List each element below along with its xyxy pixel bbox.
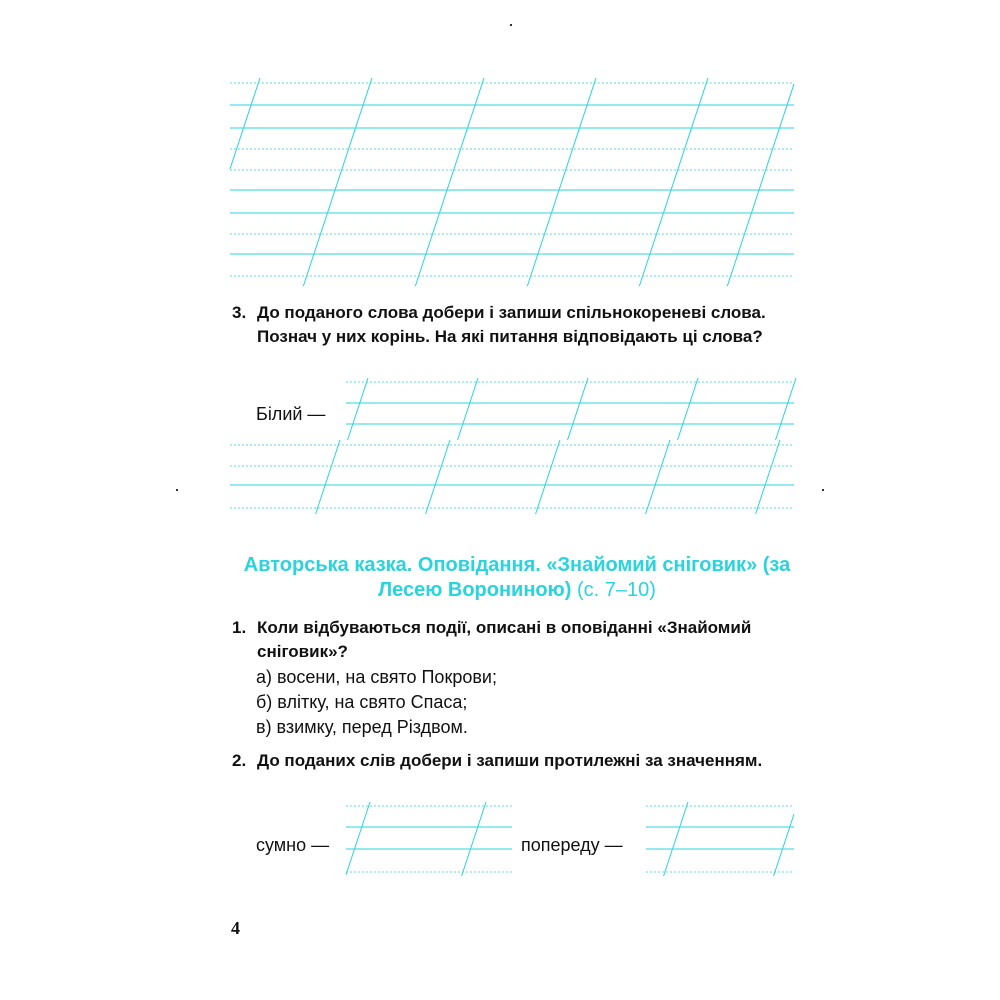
slant-line	[415, 78, 484, 286]
slant-line	[646, 440, 670, 514]
section-heading	[230, 553, 804, 603]
exercise-2-number: 2.	[232, 751, 247, 770]
slant-line	[458, 378, 478, 440]
exercise-3-text: До поданого слова добери і запиши спільнокореневі слова. Познач у них корінь. На які питання відповідають ці слова?	[257, 303, 766, 346]
registration-mark-top	[510, 24, 512, 26]
slant-line	[346, 802, 370, 875]
slant-line	[303, 78, 372, 286]
option-a: а) восени, на свято Покрови;	[256, 667, 497, 687]
exercise-1-number: 1.	[232, 618, 247, 637]
slant-line	[639, 78, 708, 286]
word-bilyi: Білий —	[256, 404, 326, 424]
writing-lines-sumno[interactable]	[346, 802, 512, 876]
word-sumno: сумно —	[256, 835, 330, 855]
option-b: б) влітку, на свято Спаса;	[256, 692, 468, 712]
section-title: Авторська казка. Оповідання. «Знайомий сніговик» (за Лесею Ворониною)	[243, 554, 791, 601]
slant-line	[348, 378, 368, 440]
slant-line	[316, 440, 340, 514]
slant-line	[678, 378, 698, 440]
registration-mark-left	[176, 489, 178, 491]
exercise-3-question	[232, 301, 807, 349]
slant-line	[527, 78, 596, 286]
exercise-2-question	[232, 749, 807, 773]
writing-lines-top[interactable]	[230, 78, 794, 286]
slant-line	[727, 84, 794, 286]
exercise-1-question	[232, 616, 807, 664]
slant-line	[776, 378, 796, 440]
slant-line	[426, 440, 450, 514]
slant-line	[536, 440, 560, 514]
option-c: в) взимку, перед Різдвом.	[256, 717, 468, 737]
slant-line	[462, 802, 486, 876]
slant-line	[230, 78, 260, 169]
exercise-1-text: Коли відбуваються події, описані в оповіданні «Знайомий сніговик»?	[257, 618, 752, 661]
slant-line	[756, 440, 780, 514]
slant-line	[568, 378, 588, 440]
writing-lines-bilyi[interactable]	[230, 378, 796, 514]
word-poperedu: попереду —	[521, 835, 623, 855]
writing-lines-poperedu[interactable]	[646, 802, 794, 876]
slant-line	[774, 814, 794, 876]
exercise-3-number: 3.	[232, 303, 247, 322]
section-page-ref: (с. 7–10)	[576, 579, 656, 601]
page-number: 4	[231, 918, 240, 938]
registration-mark-right	[822, 489, 824, 491]
exercise-2-text: До поданих слів добери і запиши протилежні за значенням.	[257, 751, 763, 770]
slant-line	[664, 802, 688, 876]
